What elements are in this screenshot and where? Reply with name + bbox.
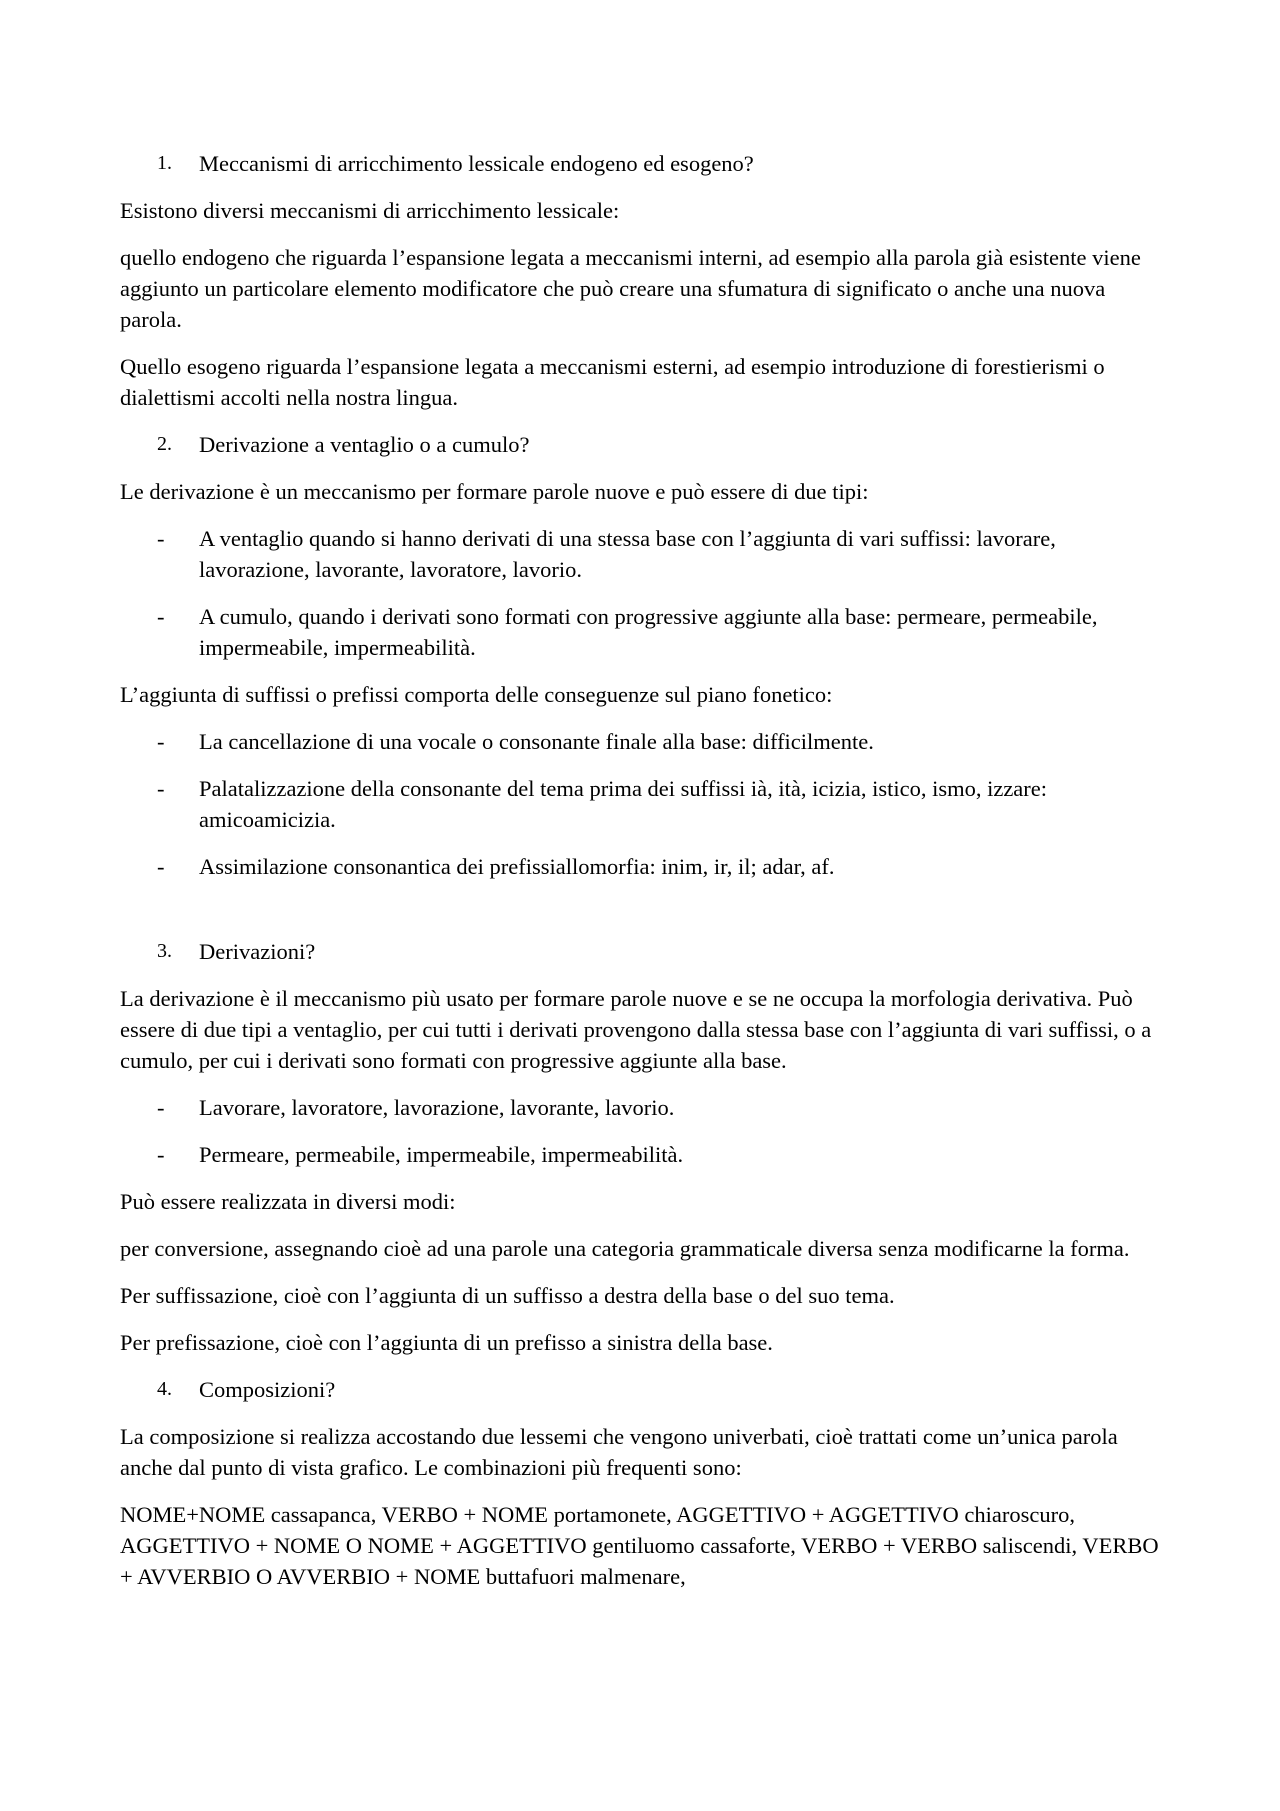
list-dash: - — [157, 776, 165, 801]
list-dash: - — [157, 854, 165, 879]
paragraph: per conversione, assegnando cioè ad una parole una categoria grammaticale diversa senza modificarne la forma. — [120, 1236, 1130, 1261]
list-dash: - — [157, 604, 165, 629]
question-text: Meccanismi di arricchimento lessicale endogeno ed esogeno? — [199, 151, 754, 176]
question-heading-2 — [120, 429, 1162, 460]
list-number: 2. — [157, 433, 172, 455]
list-dash: - — [157, 729, 165, 754]
list-item — [120, 523, 1162, 585]
paragraph: NOME+NOME cassapanca, VERBO + NOME portamonete, AGGETTIVO + AGGETTIVO chiaroscuro, AGGETTIVO + NOME O NOME + AGGETTIVO gentiluomo cassaforte, VERBO + VERBO saliscendi, VERBO + AVVERBIO O AVVERBIO + NOME buttafuori malmenare, — [120, 1502, 1159, 1589]
list-item — [120, 1092, 1162, 1123]
list-item — [120, 851, 1162, 882]
paragraph: Le derivazione è un meccanismo per formare parole nuove e può essere di due tipi: — [120, 479, 869, 504]
list-item-text: Permeare, permeabile, impermeabile, impermeabilità. — [199, 1142, 684, 1167]
question-text: Derivazioni? — [199, 939, 316, 964]
paragraph: Quello esogeno riguarda l’espansione legata a meccanismi esterni, ad esempio introduzione di forestierismi o dialettismi accolti nella nostra lingua. — [120, 354, 1105, 410]
list-number: 4. — [157, 1378, 172, 1400]
list-item-text: Palatalizzazione della consonante del tema prima dei suffissi ià, ità, icizia, istico, ismo, izzare: amicoamicizia. — [199, 776, 1048, 832]
question-text: Composizioni? — [199, 1377, 336, 1402]
paragraph: Per prefissazione, cioè con l’aggiunta di un prefisso a sinistra della base. — [120, 1330, 773, 1355]
question-heading-1 — [120, 148, 1162, 179]
list-item-text: A cumulo, quando i derivati sono formati con progressive aggiunte alla base: permeare, permeabile, impermeabile, impermeabilità. — [199, 604, 1098, 660]
question-heading-4 — [120, 1374, 1162, 1405]
list-dash: - — [157, 1142, 165, 1167]
list-item-text: Lavorare, lavoratore, lavorazione, lavorante, lavorio. — [199, 1095, 675, 1120]
paragraph: Può essere realizzata in diversi modi: — [120, 1189, 456, 1214]
paragraph: quello endogeno che riguarda l’espansione legata a meccanismi interni, ad esempio alla parola già esistente viene aggiunto un particolare elemento modificatore che può creare una sfumatura di significato o anche una nuova parola. — [120, 245, 1141, 332]
list-item-text: La cancellazione di una vocale o consonante finale alla base: difficilmente. — [199, 729, 874, 754]
blank-line — [120, 898, 1162, 936]
list-item — [120, 601, 1162, 663]
list-item-text: Assimilazione consonantica dei prefissiallomorfia: inim, ir, il; adar, af. — [199, 854, 835, 879]
list-dash: - — [157, 1095, 165, 1120]
list-number: 1. — [157, 152, 172, 174]
paragraph: La composizione si realizza accostando due lessemi che vengono univerbati, cioè trattati come un’unica parola anche dal punto di vista grafico. Le combinazioni più frequenti sono: — [120, 1424, 1118, 1480]
paragraph: Esistono diversi meccanismi di arricchimento lessicale: — [120, 198, 620, 223]
list-item — [120, 1139, 1162, 1170]
question-heading-3 — [120, 936, 1162, 967]
list-number: 3. — [157, 940, 172, 962]
question-text: Derivazione a ventaglio o a cumulo? — [199, 432, 530, 457]
paragraph: L’aggiunta di suffissi o prefissi comporta delle conseguenze sul piano fonetico: — [120, 682, 833, 707]
paragraph: La derivazione è il meccanismo più usato per formare parole nuove e se ne occupa la morfologia derivativa. Può essere di due tipi a ventaglio, per cui tutti i derivati provengono dalla stessa base con l’aggiunta di vari suffissi, o a cumulo, per cui i derivati sono formati con progressive aggiunte alla base. — [120, 986, 1152, 1073]
list-item — [120, 773, 1162, 835]
list-item-text: A ventaglio quando si hanno derivati di una stessa base con l’aggiunta di vari suffissi: lavorare, lavorazione, lavorante, lavoratore, lavorio. — [199, 526, 1056, 582]
list-dash: - — [157, 526, 165, 551]
paragraph: Per suffissazione, cioè con l’aggiunta di un suffisso a destra della base o del suo tema. — [120, 1283, 895, 1308]
list-item — [120, 726, 1162, 757]
